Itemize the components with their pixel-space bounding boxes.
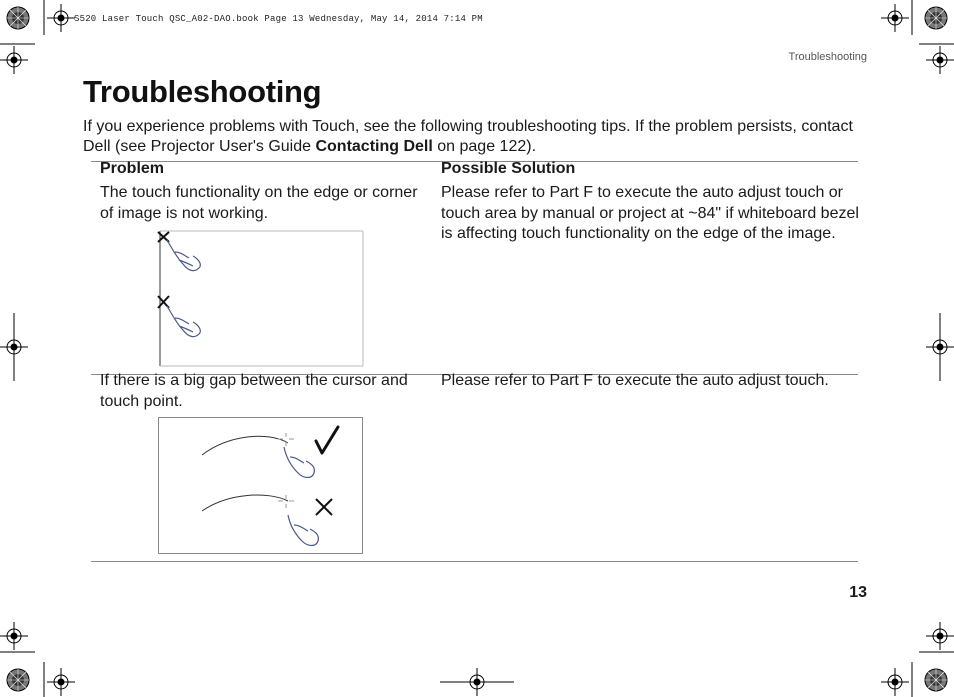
column-header-solution: Possible Solution	[441, 160, 576, 177]
solution-cell: Please refer to Part F to execute the auto adjust touch.	[441, 372, 829, 389]
intro-text-end: on page 122).	[432, 138, 537, 155]
running-header: Troubleshooting	[788, 51, 867, 63]
registration-mark-icon	[0, 622, 28, 650]
column-header-problem: Problem	[100, 160, 165, 177]
registration-target-icon	[7, 669, 29, 691]
problem-cell: The touch functionality on the edge or corner of image is not working.	[100, 184, 418, 222]
registration-mark-icon	[926, 333, 954, 361]
registration-target-icon	[925, 669, 947, 691]
registration-mark-icon	[463, 668, 491, 696]
registration-mark-icon	[0, 333, 28, 361]
problem-cell: If there is a big gap between the cursor and touch point.	[100, 372, 408, 410]
registration-mark-icon	[0, 46, 28, 74]
page-number: 13	[849, 584, 867, 601]
print-slug: S520 Laser Touch QSC_A02-DAO.book Page 13 Wednesday, May 14, 2014 7:14 PM	[74, 14, 483, 24]
solution-cell: Please refer to Part F to execute the auto adjust touch or touch area by manual or project at ~84" if whiteboard bezel is affecting touch functionality on the edge of the image.	[441, 184, 859, 242]
registration-target-icon	[7, 7, 29, 29]
intro-text: If you experience problems with Touch, see the following troubleshooting tips. If the problem persists, contact Dell (see Projector User's Guide	[83, 118, 853, 155]
registration-mark-icon	[881, 4, 909, 32]
page-title: Troubleshooting	[83, 74, 322, 109]
registration-mark-icon	[47, 668, 75, 696]
registration-mark-icon	[926, 46, 954, 74]
registration-mark-icon	[926, 622, 954, 650]
registration-mark-icon	[47, 4, 75, 32]
contacting-dell-reference: Contacting Dell	[315, 138, 433, 155]
registration-target-icon	[925, 7, 947, 29]
registration-mark-icon	[881, 668, 909, 696]
